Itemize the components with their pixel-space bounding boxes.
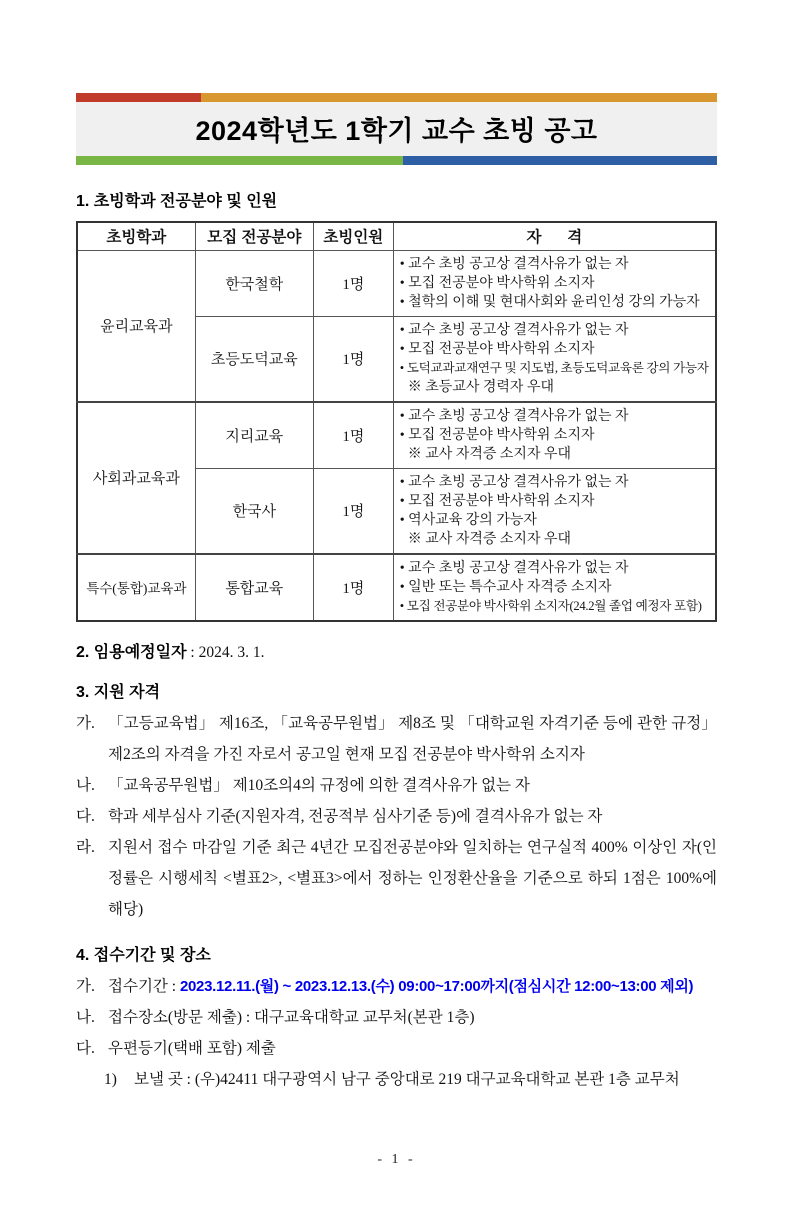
document-page [0, 93, 793, 1095]
field-cell: 한국사 [195, 468, 313, 554]
item-text: 「교육공무원법」 제10조의4의 규정에 의한 결격사유가 없는 자 [108, 776, 530, 794]
list-sub-item [76, 1064, 717, 1095]
item-text: 접수장소(방문 제출) : 대구교육대학교 교무처(본관 1층) [108, 1008, 475, 1026]
field-cell: 통합교육 [195, 554, 313, 621]
item-label: 다. [76, 807, 95, 825]
col-header-count: 초빙인원 [313, 222, 393, 250]
item-text: 지원서 접수 마감일 기준 최근 4년간 모집전공분야와 일치하는 연구실적 400% 이상인 자(인정률은 시행세칙 <별표2>, <별표3>에서 정하는 인정환산율을 기준으로 하되 1점은 100%에 해당) [108, 838, 717, 918]
item-text [108, 971, 717, 1002]
col-header-qualification: 자 격 [393, 222, 716, 250]
item-label: 1) [104, 1070, 117, 1088]
qualification-line: • 모집 전공분야 박사학위 소지자 [399, 275, 595, 291]
item-text-prefix: 접수기간 : [108, 977, 180, 995]
qualification-note-line: ※ 교사 자격증 소지자 우대 [407, 531, 572, 547]
qualification-line: • 일반 또는 특수교사 자격증 소지자 [399, 579, 612, 595]
qualifications-cell [393, 316, 716, 402]
count-cell: 1명 [313, 250, 393, 316]
item-label: 나. [76, 776, 95, 794]
title-band [76, 102, 717, 156]
item-text: 학과 세부심사 기준(지원자격, 전공적부 심사기준 등)에 결격사유가 없는 자 [108, 807, 603, 825]
qualification-note-line: ※ 교사 자격증 소지자 우대 [407, 446, 572, 462]
department-cell: 사회과교육과 [77, 402, 195, 554]
qualifications-cell [393, 554, 716, 621]
col-header-department: 초빙학과 [77, 222, 195, 250]
qualification-line: • 교수 초빙 공고상 결격사유가 없는 자 [399, 560, 629, 576]
item-label: 라. [76, 838, 95, 856]
banner-bar-green-segment [76, 156, 403, 165]
table-header-row [77, 222, 716, 250]
list-item [76, 708, 717, 770]
department-cell: 특수(통합)교육과 [77, 554, 195, 621]
field-cell: 초등도덕교육 [195, 316, 313, 402]
qualification-line: • 모집 전공분야 박사학위 소지자 [399, 341, 595, 357]
count-cell: 1명 [313, 468, 393, 554]
qualifications-cell [393, 468, 716, 554]
qualification-line: • 도덕교과교재연구 및 지도법, 초등도덕교육론 강의 가능자 [399, 360, 709, 375]
qualification-line: • 역사교육 강의 가능자 [399, 512, 537, 528]
section2-value: : 2024. 3. 1. [186, 643, 265, 661]
item-text: 우편등기(택배 포함) 제출 [108, 1039, 276, 1057]
qualification-line: • 모집 전공분야 박사학위 소지자 [399, 493, 595, 509]
banner-bar-orange-segment [201, 93, 717, 102]
banner-top-bar [76, 93, 717, 102]
page-title: 2024학년도 1학기 교수 초빙 공고 [195, 116, 598, 146]
section2-heading: 2. 임용예정일자 [76, 643, 187, 661]
title-banner [76, 93, 717, 165]
count-cell: 1명 [313, 554, 393, 621]
section4-heading-line [76, 942, 717, 965]
banner-bar-blue-segment [403, 156, 717, 165]
application-period-highlight: 2023.12.11.(월) ~ 2023.12.13.(수) 09:00~17:00까지(점심시간 12:00~13:00 제외) [179, 977, 694, 995]
field-cell: 한국철학 [195, 250, 313, 316]
section2-line [76, 639, 717, 662]
item-label: 가. [76, 977, 95, 995]
recruitment-table [76, 221, 717, 622]
list-item [76, 832, 717, 925]
item-label: 나. [76, 1008, 95, 1026]
list-item [76, 1033, 717, 1064]
qualification-line: • 교수 초빙 공고상 결격사유가 없는 자 [399, 322, 629, 338]
field-cell: 지리교육 [195, 402, 313, 469]
list-item [76, 801, 717, 832]
qualifications-cell [393, 250, 716, 316]
qualifications-cell [393, 402, 716, 469]
item-text: 「고등교육법」 제16조, 「교육공무원법」 제8조 및 「대학교원 자격기준 등에 관한 규정」 제2조의 자격을 가진 자로서 공고일 현재 모집 전공분야 박사학위 소지자 [108, 714, 717, 763]
department-cell: 윤리교육과 [77, 250, 195, 402]
qualification-line: • 모집 전공분야 박사학위 소지자(24.2월 졸업 예정자 포함) [399, 598, 702, 613]
section4-heading: 4. 접수기간 및 장소 [76, 946, 211, 964]
count-cell: 1명 [313, 316, 393, 402]
list-item [76, 971, 717, 1002]
qualification-line: • 교수 초빙 공고상 결격사유가 없는 자 [399, 408, 629, 424]
item-text: 보낼 곳 : (우)42411 대구광역시 남구 중앙대로 219 대구교육대학교 본관 1층 교무처 [134, 1070, 680, 1088]
list-item [76, 770, 717, 801]
count-cell: 1명 [313, 402, 393, 469]
table-row [77, 554, 716, 621]
qualification-line: • 교수 초빙 공고상 결격사유가 없는 자 [399, 256, 629, 272]
qualification-note-line: ※ 초등교사 경력자 우대 [407, 379, 554, 395]
list-item [76, 1002, 717, 1033]
table-row [77, 250, 716, 316]
page-number: - 1 - [377, 1152, 416, 1167]
section4-items [76, 971, 717, 1095]
section3-items [76, 708, 717, 925]
qualification-line: • 모집 전공분야 박사학위 소지자 [399, 427, 595, 443]
item-label: 가. [76, 714, 95, 732]
banner-bar-red-segment [76, 93, 201, 102]
section3-heading-line [76, 679, 717, 702]
section3-heading: 3. 지원 자격 [76, 683, 161, 701]
section1-heading: 1. 초빙학과 전공분야 및 인원 [76, 193, 278, 210]
item-label: 다. [76, 1039, 95, 1057]
qualification-line: • 교수 초빙 공고상 결격사유가 없는 자 [399, 474, 629, 490]
col-header-field: 모집 전공분야 [195, 222, 313, 250]
banner-bottom-bar [76, 156, 717, 165]
qualification-line: • 철학의 이해 및 현대사회와 윤리인성 강의 가능자 [399, 294, 700, 310]
table-row [77, 402, 716, 469]
